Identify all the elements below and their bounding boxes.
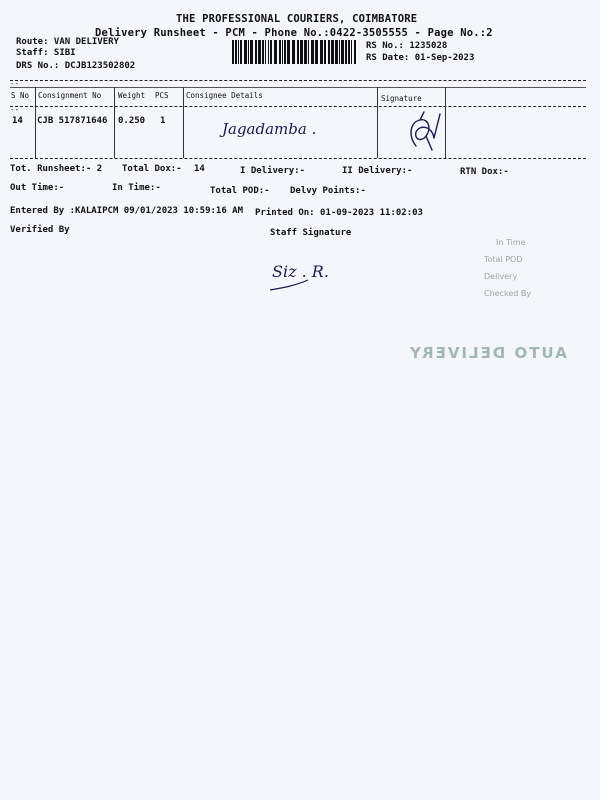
divider — [10, 87, 586, 88]
auto-delivery-stamp: AUTO DELIVERY — [408, 344, 567, 362]
staff-label: Staff: SIBI — [16, 48, 76, 58]
barcode-bar — [284, 40, 286, 64]
total-dox-label: Total Dox:- — [122, 164, 182, 174]
verified-by: Verified By — [10, 225, 70, 235]
barcode-bar — [282, 40, 283, 64]
bleed-delivery: Delivery — [484, 272, 518, 281]
bleed-checked-by: Checked By — [484, 289, 532, 298]
row-weight: 0.250 — [118, 116, 146, 126]
barcode-bar — [335, 40, 338, 64]
divider — [10, 158, 586, 159]
col-header-sno: S No — [11, 91, 30, 100]
barcode-bar — [308, 40, 309, 64]
total-dox-value: 14 — [194, 164, 205, 174]
divider — [10, 80, 586, 81]
row-consignee-handwritten: Jagadamba . — [222, 120, 317, 138]
route-label: Route: VAN DELIVERY — [16, 37, 119, 47]
barcode-bar — [315, 40, 318, 64]
barcode-bar — [262, 40, 264, 64]
col-header-pcs: PCS — [155, 91, 169, 100]
column-divider — [183, 87, 184, 158]
i-delivery: I Delivery:- — [240, 166, 306, 176]
barcode-bar — [287, 40, 290, 64]
divider-mark: -- — [10, 79, 20, 88]
barcode-bar — [348, 40, 350, 64]
col-header-signature: Signature — [381, 94, 422, 103]
barcode-bar — [268, 40, 269, 64]
in-time: In Time:- — [112, 183, 161, 193]
barcode-bar — [331, 40, 334, 64]
signature-underline — [268, 270, 328, 294]
barcode-bar — [292, 40, 295, 64]
rs-number: RS No.: 1235028 — [366, 41, 448, 51]
barcode-bar — [354, 40, 356, 64]
entered-by: Entered By :KALAIPCM 09/01/2023 10:59:16 AM — [10, 206, 243, 216]
barcode-bar — [311, 40, 314, 64]
barcode-bar — [270, 40, 272, 64]
rs-date: RS Date: 01-Sep-2023 — [366, 53, 475, 63]
consignee-signature — [398, 106, 446, 156]
col-header-weight: Weight — [118, 91, 146, 100]
barcode-bar — [345, 40, 347, 64]
barcode-bar — [279, 40, 281, 64]
row-consignment-no: CJB 517871646 — [37, 116, 108, 126]
barcode-bar — [328, 40, 330, 64]
staff-signature-scrawl: Siz . R. — [272, 262, 329, 281]
runsheet-title: Delivery Runsheet - PCM - Phone No.:0422-3505555 - Page No.:2 — [95, 27, 493, 39]
row-pcs: 1 — [160, 116, 166, 126]
barcode-bar — [244, 40, 247, 64]
rtn-dox: RTN Dox:- — [460, 167, 509, 177]
company-name: THE PROFESSIONAL COURIERS, COIMBATORE — [176, 13, 418, 25]
barcode-bar — [341, 40, 344, 64]
barcode-bar — [339, 40, 340, 64]
bleed-total-pod: Total POD — [484, 255, 523, 264]
barcode-bar — [320, 40, 323, 64]
barcode-bar — [240, 40, 242, 64]
printed-on: Printed On: 01-09-2023 11:02:03 — [255, 208, 423, 218]
col-header-consignee: Consignee Details — [186, 91, 263, 100]
row-sno: 14 — [12, 116, 23, 126]
barcode-bar — [248, 40, 249, 64]
col-header-consignment: Consignment No — [38, 91, 102, 100]
total-runsheet: Tot. Runsheet:- 2 — [10, 164, 103, 174]
divider-mark: -- — [10, 105, 20, 114]
total-pod: Total POD:- — [210, 186, 270, 196]
barcode-bar — [274, 40, 277, 64]
divider — [10, 106, 586, 107]
staff-signature-label: Staff Signature — [270, 228, 352, 238]
barcode-bar — [235, 40, 237, 64]
barcode — [232, 40, 360, 64]
barcode-bar — [324, 40, 326, 64]
barcode-bar — [258, 40, 261, 64]
out-time: Out Time:- — [10, 183, 65, 193]
column-divider — [377, 87, 378, 158]
column-divider — [35, 87, 36, 158]
delvy-points: Delvy Points:- — [290, 186, 366, 196]
barcode-bar — [255, 40, 257, 64]
drs-number: DRS No.: DCJB123502802 — [16, 61, 136, 71]
barcode-bar — [304, 40, 307, 64]
barcode-bar — [265, 40, 266, 64]
barcode-bar — [232, 40, 234, 64]
column-divider — [114, 87, 115, 158]
bleed-in-time: In Time — [496, 238, 526, 247]
barcode-bar — [238, 40, 239, 64]
ii-delivery: II Delivery:- — [342, 166, 413, 176]
barcode-bar — [297, 40, 299, 64]
barcode-bar — [250, 40, 253, 64]
barcode-bar — [300, 40, 303, 64]
barcode-bar — [351, 40, 352, 64]
